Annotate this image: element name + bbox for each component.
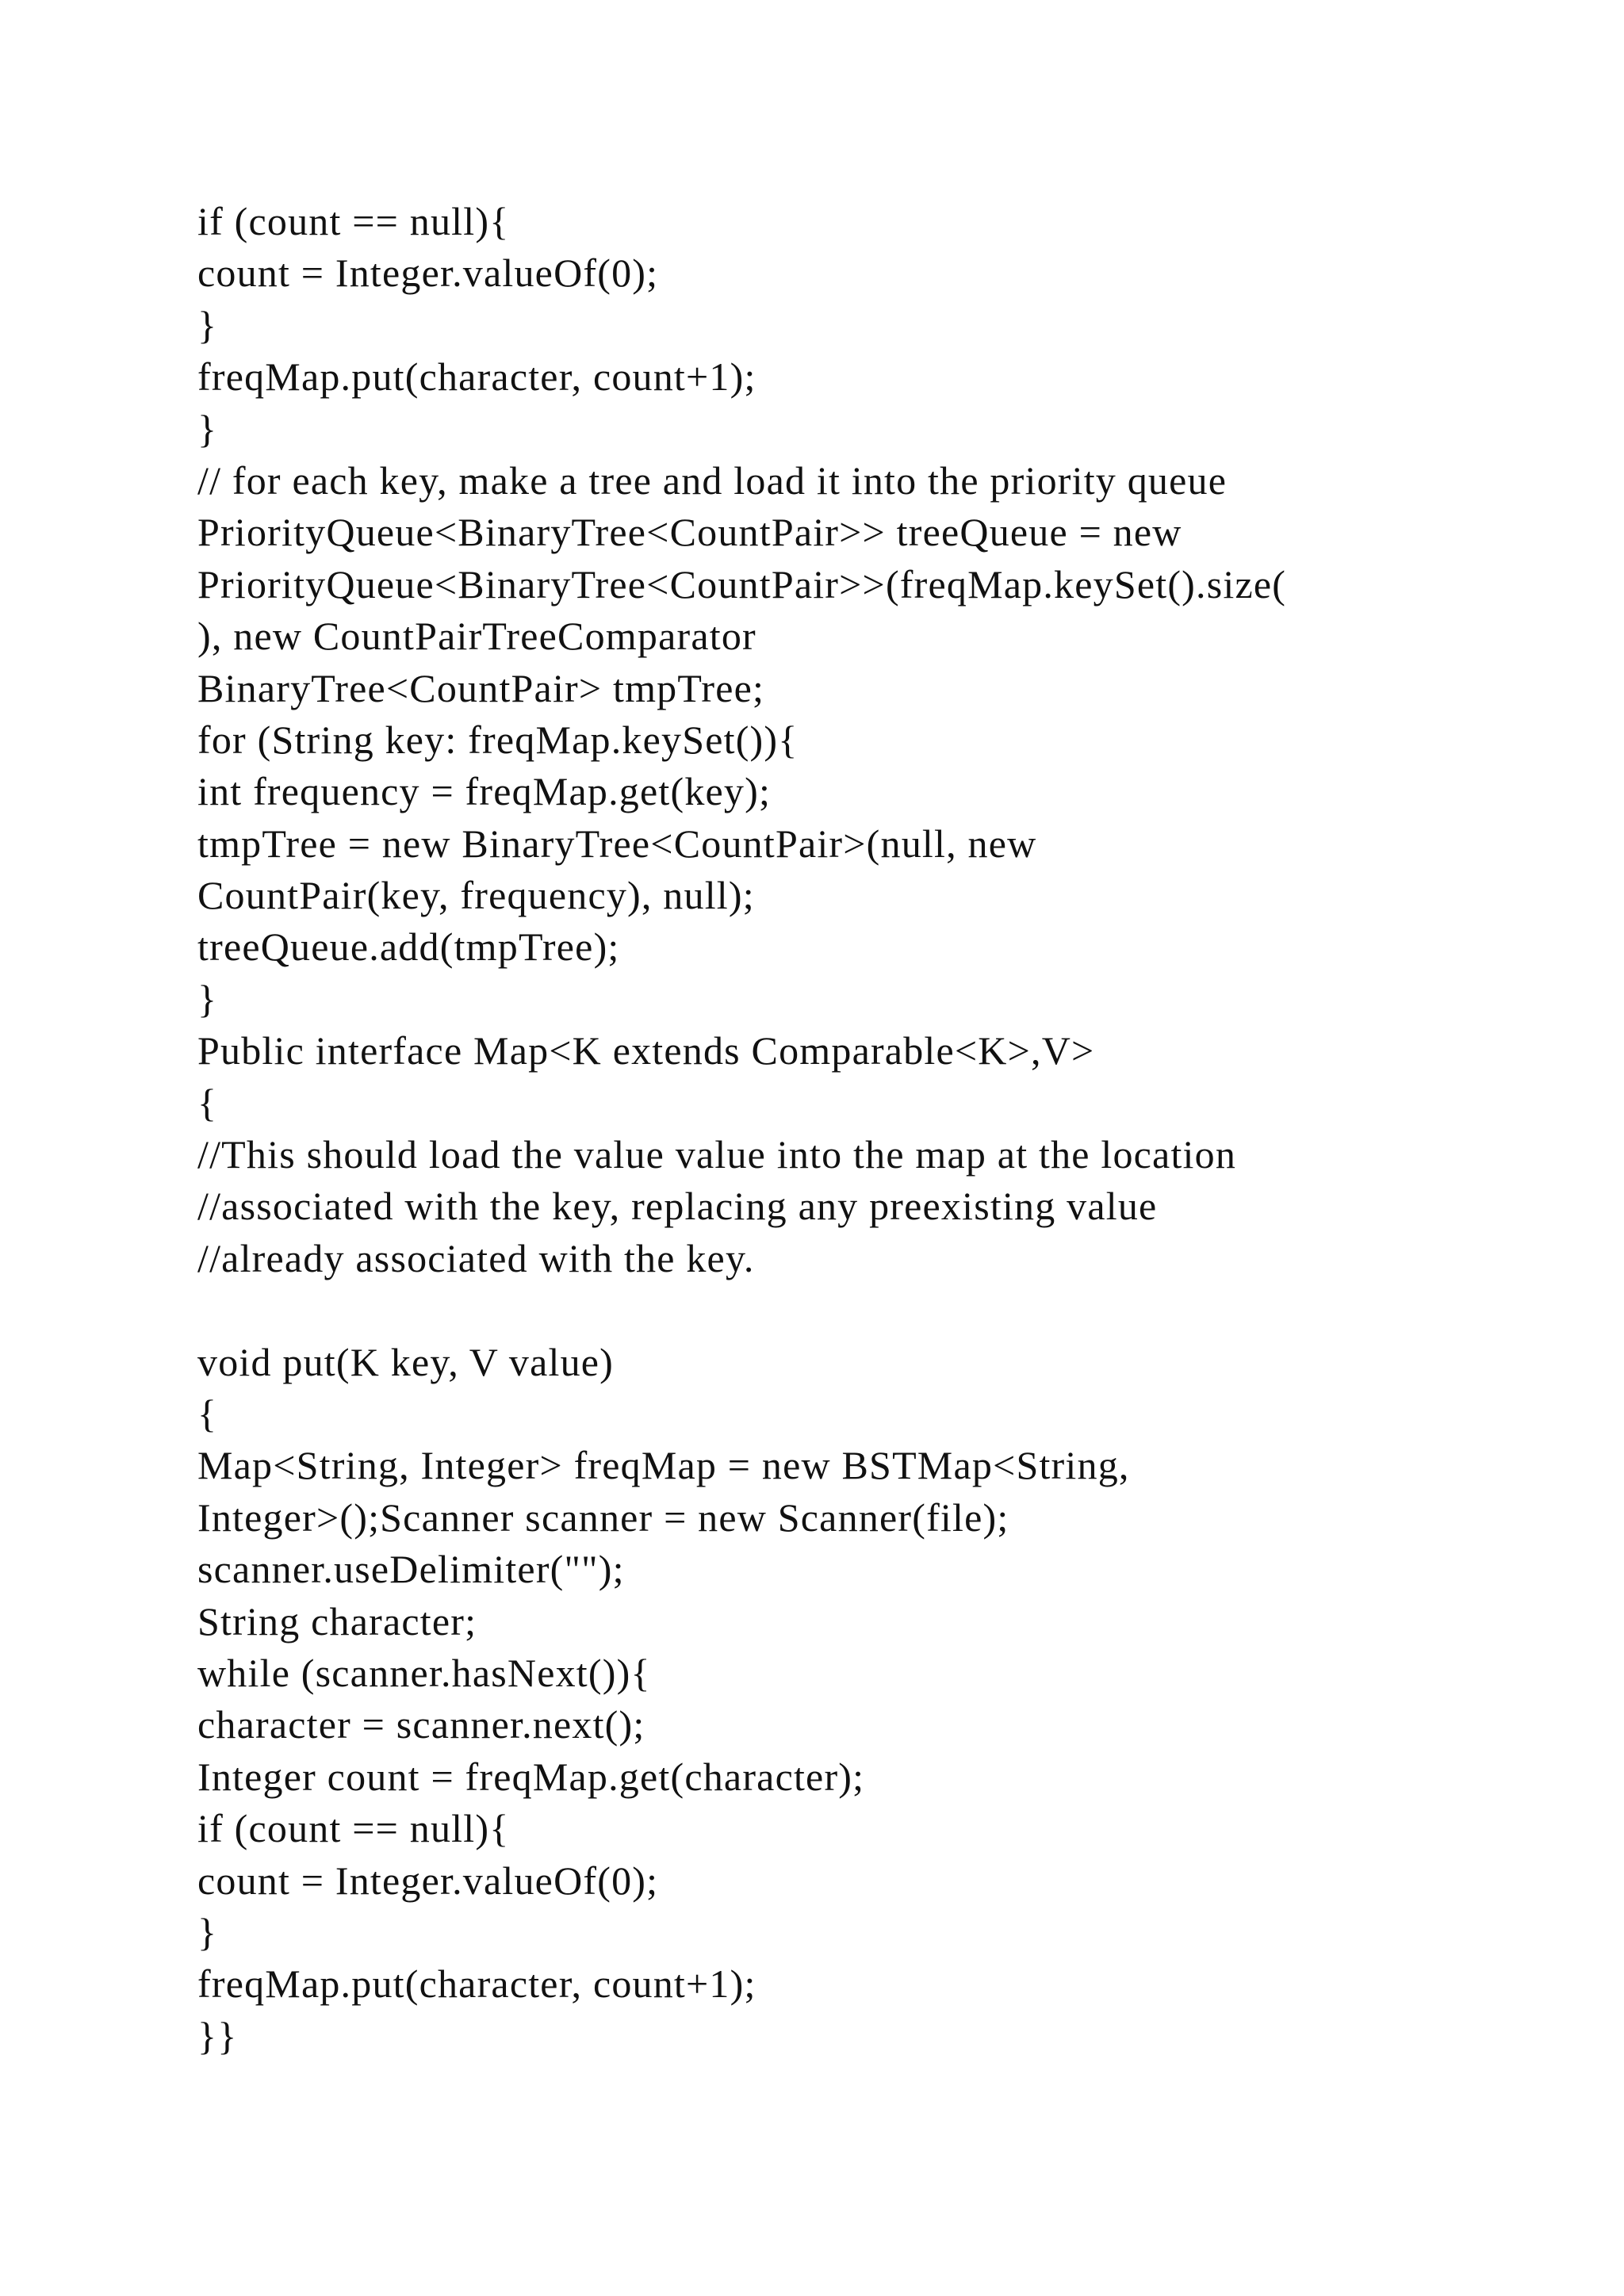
comment-line: // for each key, make a tree and load it into the priority queue	[197, 457, 1228, 503]
text-line: freqMap.put(character, count+1);	[197, 354, 756, 400]
text-line: treeQueue.add(tmpTree);	[197, 924, 620, 970]
text-line: BinaryTree<CountPair> tmpTree;	[197, 665, 765, 710]
code-text-block	[197, 196, 1545, 2062]
text-line: Integer>();Scanner scanner = new Scanner(file);	[197, 1494, 1009, 1540]
text-line: PriorityQueue<BinaryTree<CountPair>> treeQueue = new	[197, 510, 1182, 555]
text-line: if (count == null){	[197, 199, 510, 243]
text-line: }	[197, 976, 218, 1021]
text-line: {	[197, 1391, 218, 1436]
text-line: count = Integer.valueOf(0);	[197, 1858, 659, 1903]
text-line: for (String key: freqMap.keySet()){	[197, 717, 799, 762]
text-line: Public interface Map<K extends Comparable<K>,V>	[197, 1028, 1095, 1073]
text-line: int frequency = freqMap.get(key);	[197, 769, 772, 814]
text-line: while (scanner.hasNext()){	[197, 1650, 651, 1695]
text-line: }	[197, 1909, 218, 1954]
comment-line: //associated with the key, replacing any preexisting value	[197, 1184, 1158, 1229]
text-line: void put(K key, V value)	[197, 1339, 615, 1384]
text-line: Integer count = freqMap.get(character);	[197, 1754, 865, 1799]
comment-line: //This should load the value value into the map at the location	[197, 1132, 1237, 1177]
text-line: freqMap.put(character, count+1);	[197, 1961, 756, 2007]
text-line: Map<String, Integer> freqMap = new BSTMap<String,	[197, 1443, 1130, 1488]
text-line: String character;	[197, 1598, 477, 1644]
text-line: {	[197, 1080, 218, 1125]
text-line: scanner.useDelimiter("");	[197, 1547, 625, 1592]
text-line: character = scanner.next();	[197, 1702, 645, 1747]
blank-line	[197, 1284, 1545, 1336]
text-line: }	[197, 302, 218, 347]
text-line: ), new CountPairTreeComparator	[197, 614, 756, 659]
text-line: count = Integer.valueOf(0);	[197, 251, 659, 296]
text-line: PriorityQueue<BinaryTree<CountPair>>(freqMap.keySet().size(	[197, 561, 1287, 607]
text-line: if (count == null){	[197, 1806, 510, 1851]
text-line: tmpTree = new BinaryTree<CountPair>(null, new	[197, 821, 1037, 866]
text-line: }}	[197, 2013, 238, 2058]
comment-line: //already associated with the key.	[197, 1235, 755, 1280]
text-line: CountPair(key, frequency), null);	[197, 873, 755, 918]
text-line: }	[197, 406, 218, 451]
